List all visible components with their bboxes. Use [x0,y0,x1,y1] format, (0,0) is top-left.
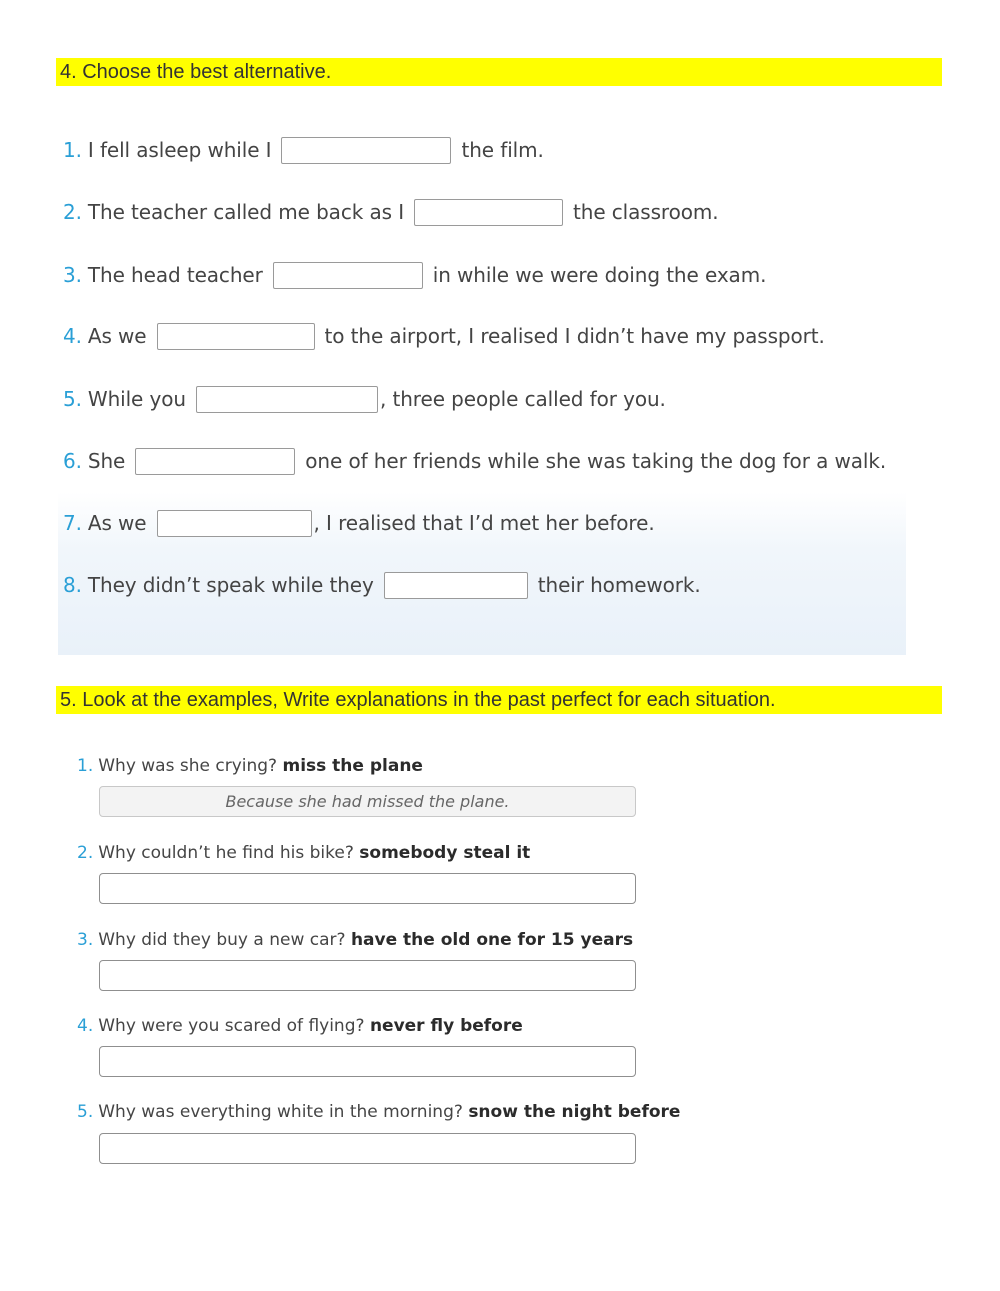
item-number: 5. [77,1102,94,1122]
sentence-start: As we [87,324,147,348]
question-5 [77,1102,680,1122]
gap-item-7 [63,508,655,538]
sentence-end: one of her friends while she was taking the dog for a walk. [305,449,887,473]
example-answer: Because she had missed the plane. [99,786,636,817]
sentence-end: , three people called for you. [379,387,666,411]
gap-item-4 [63,321,825,351]
question-text: Why was everything white in the morning? [98,1102,463,1122]
question-1 [77,756,423,776]
item-number: 3. [77,930,94,950]
sentence-end: their homework. [537,573,701,597]
answer-input-2[interactable] [99,873,636,904]
section-5-title: 5. Look at the examples, Write explanations in the past perfect for each situation. [56,686,942,714]
sentence-end: the classroom. [573,200,719,224]
sentence-start: She [87,449,126,473]
question-hint: miss the plane [282,756,423,776]
item-number: 8. [63,573,82,597]
gap-input-8[interactable] [384,572,528,599]
item-number: 7. [63,511,82,535]
item-number: 2. [63,200,82,224]
question-hint: somebody steal it [359,843,531,863]
question-text: Why were you scared of flying? [98,1016,365,1036]
gap-input-7[interactable] [157,510,312,537]
sentence-end: to the airport, I realised I didn’t have my passport. [324,324,825,348]
gap-item-8 [63,570,701,600]
item-number: 2. [77,843,94,863]
question-text: Why did they buy a new car? [98,930,346,950]
question-hint: snow the night before [468,1102,681,1122]
gap-input-2[interactable] [414,199,563,226]
answer-input-3[interactable] [99,960,636,991]
gap-input-6[interactable] [135,448,295,475]
sentence-start: While you [87,387,186,411]
sentence-start: The head teacher [87,263,263,287]
question-3 [77,930,633,950]
gap-input-3[interactable] [273,262,423,289]
gap-item-2 [63,197,719,227]
question-text: Why was she crying? [98,756,278,776]
section-4-title: 4. Choose the best alternative. [56,58,942,86]
item-number: 1. [63,138,82,162]
question-hint: never fly before [369,1016,523,1036]
sentence-start: I fell asleep while I [87,138,272,162]
answer-input-4[interactable] [99,1046,636,1077]
item-number: 1. [77,756,94,776]
item-number: 3. [63,263,82,287]
gap-input-4[interactable] [157,323,315,350]
gap-item-6 [63,446,886,476]
question-2 [77,843,530,863]
sentence-end: in while we were doing the exam. [432,263,767,287]
question-4 [77,1016,523,1036]
gap-input-1[interactable] [281,137,451,164]
gap-item-1 [63,135,544,165]
sentence-start: They didn’t speak while they [87,573,374,597]
sentence-start: As we [87,511,147,535]
item-number: 4. [77,1016,94,1036]
sentence-start: The teacher called me back as I [87,200,404,224]
question-hint: have the old one for 15 years [350,930,634,950]
gap-input-5[interactable] [196,386,378,413]
item-number: 6. [63,449,82,473]
answer-input-5[interactable] [99,1133,636,1164]
question-text: Why couldn’t he find his bike? [98,843,354,863]
sentence-end: , I realised that I’d met her before. [313,511,655,535]
gap-item-3 [63,260,766,290]
sentence-end: the film. [461,138,544,162]
gap-item-5 [63,384,666,414]
item-number: 5. [63,387,82,411]
item-number: 4. [63,324,82,348]
